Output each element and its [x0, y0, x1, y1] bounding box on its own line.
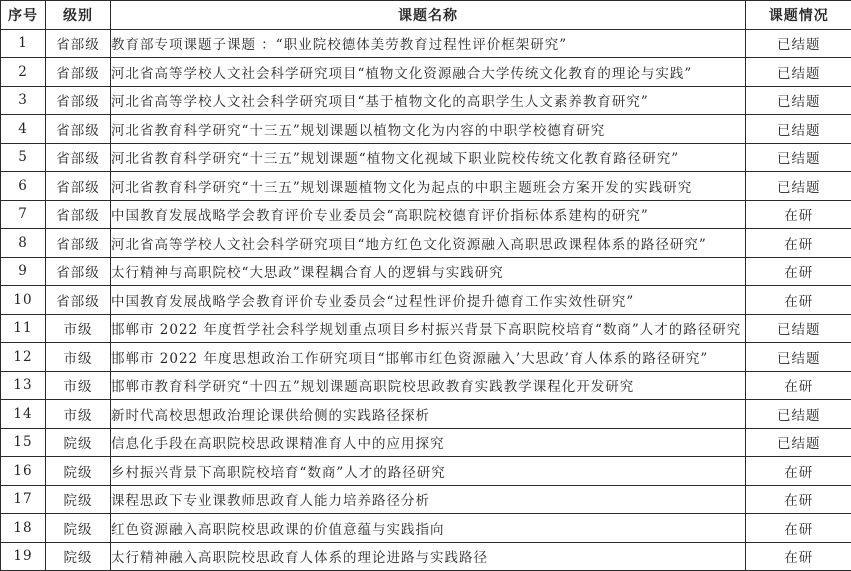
row-status-cell: 已结题	[746, 343, 851, 372]
row-level-cell: 院级	[46, 457, 111, 486]
row-level-cell: 省部级	[46, 172, 111, 201]
row-status-cell: 已结题	[746, 29, 851, 58]
table-row	[1, 542, 851, 571]
row-level-cell: 市级	[46, 400, 111, 429]
row-level-cell: 市级	[46, 371, 111, 400]
row-title-cell: 课程思政下专业课教师思政育人能力培养路径分析	[111, 485, 746, 514]
table-header	[1, 1, 851, 30]
row-level-cell: 省部级	[46, 58, 111, 87]
row-index-cell: 7	[1, 200, 46, 229]
row-status-cell: 在研	[746, 257, 851, 286]
table-row	[1, 286, 851, 315]
row-title-cell: 河北省高等学校人文社会科学研究项目“基于植物文化的高职学生人文素养教育研究”	[111, 86, 746, 115]
row-level-cell: 省部级	[46, 86, 111, 115]
row-level-cell: 院级	[46, 485, 111, 514]
row-status-cell: 在研	[746, 457, 851, 486]
table-row	[1, 172, 851, 201]
row-index-cell: 2	[1, 58, 46, 87]
row-status-cell: 在研	[746, 485, 851, 514]
table-row	[1, 343, 851, 372]
column-header-status: 课题情况	[746, 1, 851, 30]
row-title-cell: 太行精神融入高职院校思政育人体系的理论进路与实践路径	[111, 542, 746, 571]
row-index-cell: 10	[1, 286, 46, 315]
row-title-cell: 河北省教育科学研究“十三五”规划课题以植物文化为内容的中职学校德育研究	[111, 115, 746, 144]
table-row	[1, 314, 851, 343]
table-row	[1, 143, 851, 172]
table-body	[1, 29, 851, 571]
table-row	[1, 428, 851, 457]
row-status-cell: 在研	[746, 542, 851, 571]
row-title-cell: 邯郸市 2022 年度哲学社会科学规划重点项目乡村振兴背景下高职院校培育“数商”人才的路径研究	[111, 314, 746, 343]
row-level-cell: 市级	[46, 343, 111, 372]
row-level-cell: 省部级	[46, 143, 111, 172]
table-row	[1, 400, 851, 429]
row-index-cell: 14	[1, 400, 46, 429]
row-index-cell: 15	[1, 428, 46, 457]
row-status-cell: 已结题	[746, 428, 851, 457]
table-row	[1, 257, 851, 286]
row-title-cell: 河北省教育科学研究“十三五”规划课题“植物文化视域下职业院校传统文化教育路径研究”	[111, 143, 746, 172]
row-index-cell: 5	[1, 143, 46, 172]
row-title-cell: 中国教育发展战略学会教育评价专业委员会“过程性评价提升德育工作实效性研究”	[111, 286, 746, 315]
row-level-cell: 院级	[46, 542, 111, 571]
table-row	[1, 29, 851, 58]
row-title-cell: 太行精神与高职院校“大思政”课程耦合育人的逻辑与实践研究	[111, 257, 746, 286]
row-level-cell: 省部级	[46, 257, 111, 286]
row-status-cell: 在研	[746, 371, 851, 400]
column-header-index: 序号	[1, 1, 46, 30]
row-status-cell: 在研	[746, 286, 851, 315]
row-level-cell: 省部级	[46, 229, 111, 258]
row-level-cell: 院级	[46, 514, 111, 543]
row-title-cell: 河北省高等学校人文社会科学研究项目“植物文化资源融合大学传统文化教育的理论与实践”	[111, 58, 746, 87]
column-header-level: 级别	[46, 1, 111, 30]
row-status-cell: 已结题	[746, 314, 851, 343]
row-index-cell: 4	[1, 115, 46, 144]
table-row	[1, 371, 851, 400]
row-index-cell: 8	[1, 229, 46, 258]
table-row	[1, 86, 851, 115]
row-title-cell: 红色资源融入高职院校思政课的价值意蕴与实践指向	[111, 514, 746, 543]
row-status-cell: 在研	[746, 514, 851, 543]
table-row	[1, 485, 851, 514]
row-status-cell: 在研	[746, 229, 851, 258]
row-title-cell: 教育部专项课题子课题 ：“职业院校德体美劳教育过程性评价框架研究”	[111, 29, 746, 58]
row-level-cell: 省部级	[46, 200, 111, 229]
row-level-cell: 省部级	[46, 29, 111, 58]
row-level-cell: 省部级	[46, 115, 111, 144]
row-level-cell: 院级	[46, 428, 111, 457]
row-index-cell: 18	[1, 514, 46, 543]
row-index-cell: 6	[1, 172, 46, 201]
row-index-cell: 17	[1, 485, 46, 514]
table-row	[1, 115, 851, 144]
row-title-cell: 新时代高校思想政治理论课供给侧的实践路径探析	[111, 400, 746, 429]
row-title-cell: 邯郸市教育科学研究“十四五”规划课题高职院校思政教育实践教学课程化开发研究	[111, 371, 746, 400]
row-level-cell: 省部级	[46, 286, 111, 315]
table-row	[1, 58, 851, 87]
row-index-cell: 13	[1, 371, 46, 400]
table-row	[1, 457, 851, 486]
row-status-cell: 已结题	[746, 400, 851, 429]
row-status-cell: 已结题	[746, 172, 851, 201]
row-index-cell: 11	[1, 314, 46, 343]
row-title-cell: 河北省高等学校人文社会科学研究项目“地方红色文化资源融入高职思政课程体系的路径研究”	[111, 229, 746, 258]
table-row	[1, 514, 851, 543]
header-row	[1, 1, 851, 30]
row-status-cell: 已结题	[746, 58, 851, 87]
row-index-cell: 3	[1, 86, 46, 115]
row-level-cell: 市级	[46, 314, 111, 343]
row-title-cell: 中国教育发展战略学会教育评价专业委员会“高职院校德育评价指标体系建构的研究”	[111, 200, 746, 229]
table-row	[1, 229, 851, 258]
table-row	[1, 200, 851, 229]
row-index-cell: 9	[1, 257, 46, 286]
row-title-cell: 邯郸市 2022 年度思想政治工作研究项目“邯郸市红色资源融入’大思政’育人体系的路径研究”	[111, 343, 746, 372]
row-status-cell: 已结题	[746, 86, 851, 115]
row-index-cell: 12	[1, 343, 46, 372]
row-status-cell: 已结题	[746, 143, 851, 172]
row-index-cell: 19	[1, 542, 46, 571]
row-title-cell: 乡村振兴背景下高职院校培育“数商”人才的路径研究	[111, 457, 746, 486]
row-title-cell: 信息化手段在高职院校思政课精准育人中的应用探究	[111, 428, 746, 457]
row-index-cell: 16	[1, 457, 46, 486]
row-index-cell: 1	[1, 29, 46, 58]
row-title-cell: 河北省教育科学研究“十三五”规划课题植物文化为起点的中职主题班会方案开发的实践研究	[111, 172, 746, 201]
row-status-cell: 已结题	[746, 115, 851, 144]
row-status-cell: 在研	[746, 200, 851, 229]
column-header-title: 课题名称	[111, 1, 746, 30]
